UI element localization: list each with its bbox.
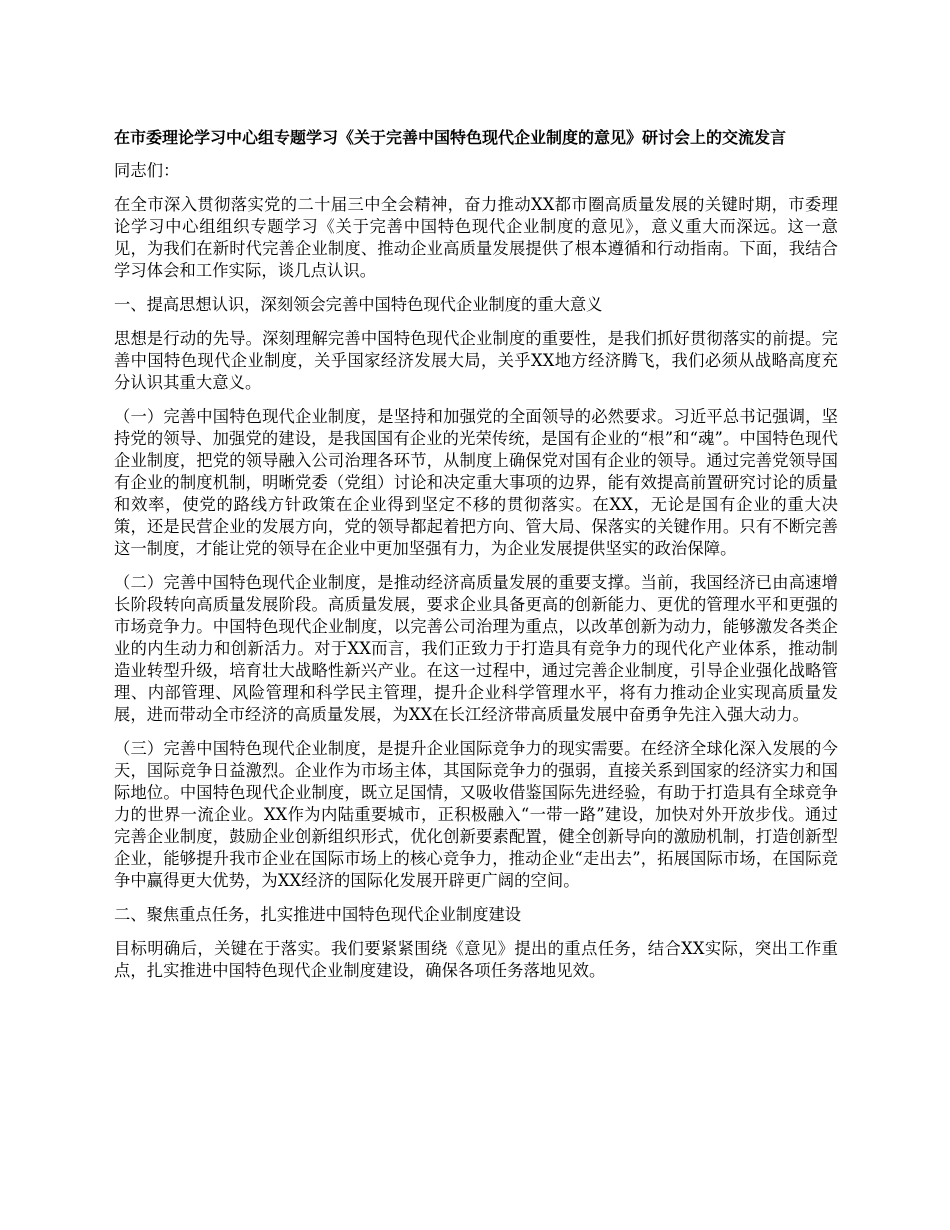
body-paragraph: （三）完善中国特色现代企业制度，是提升企业国际竞争力的现实需要。在经济全球化深入发展的今天，国际竞争日益激烈。企业作为市场主体，其国际竞争力的强弱，直接关系到国家的经济实力和国际地位。中国特色现代企业制度，既立足国情，又吸收借鉴国际先进经验，有助于打造具有全球竞争力的世界一流企业。XX作为内陆重要城市，正积极融入“一带一路”建设，加快对外开放步伐。通过完善企业制度，鼓励企业创新组织形式，优化创新要素配置，健全创新导向的激励机制，打造创新型企业，能够提升我市企业在国际市场上的核心竞争力，推动企业“走出去”，拓展国际市场，在国际竞争中赢得更大优势，为XX经济的国际化发展开辟更广阔的空间。 — [114, 739, 838, 890]
greeting: 同志们： — [114, 161, 180, 180]
section-heading: 一、提高思想认识，深刻领会完善中国特色现代企业制度的重大意义 — [114, 295, 603, 314]
body-paragraph: （一）完善中国特色现代企业制度，是坚持和加强党的全面领导的必然要求。习近平总书记强调，坚持党的领导、加强党的建设，是我国国有企业的光荣传统，是国有企业的“根”和“魂”。中国特色现代企业制度，把党的领导融入公司治理各环节，从制度上确保党对国有企业的领导。通过完善党领导国有企业的制度机制，明晰党委（党组）讨论和决定重大事项的边界，能有效提高前置研究讨论的质量和效率，使党的路线方针政策在企业得到坚定不移的贯彻落实。在XX，无论是国有企业的重大决策，还是民营企业的发展方向，党的领导都起着把方向、管大局、保落实的关键作用。只有不断完善这一制度，才能让党的领导在企业中更加坚强有力，为企业发展提供坚实的政治保障。 — [114, 407, 838, 558]
body-paragraph: （二）完善中国特色现代企业制度，是推动经济高质量发展的重要支撑。当前，我国经济已由高速增长阶段转向高质量发展阶段。高质量发展，要求企业具备更高的创新能力、更优的管理水平和更强的市场竞争力。中国特色现代企业制度，以完善公司治理为重点，以改革创新为动力，能够激发各类企业的内生动力和创新活力。对于XX而言，我们正致力于打造具有竞争力的现代化产业体系，推动制造业转型升级，培育壮大战略性新兴产业。在这一过程中，通过完善企业制度，引导企业强化战略管理、内部管理、风险管理和科学民主管理，提升企业科学管理水平，将有力推动企业实现高质量发展，进而带动全市经济的高质量发展，为XX在长江经济带高质量发展中奋勇争先注入强大动力。 — [114, 573, 838, 724]
body-paragraph: 目标明确后，关键在于落实。我们要紧紧围绕《意见》提出的重点任务，结合XX实际，突出工作重点，扎实推进中国特色现代企业制度建设，确保各项任务落地见效。 — [114, 939, 838, 980]
intro-paragraph: 在全市深入贯彻落实党的二十届三中全会精神，奋力推动XX都市圈高质量发展的关键时期，市委理论学习中心组组织专题学习《关于完善中国特色现代企业制度的意见》，意义重大而深远。这一意见，为我们在新时代完善企业制度、推动企业高质量发展提供了根本遵循和行动指南。下面，我结合学习体会和工作实际，谈几点认识。 — [114, 195, 838, 280]
section-2 — [114, 904, 838, 982]
section-1 — [114, 294, 838, 892]
body-paragraph: 思想是行动的先导。深刻理解完善中国特色现代企业制度的重要性，是我们抓好贯彻落实的前提。完善中国特色现代企业制度，关乎国家经济发展大局，关乎XX地方经济腾飞，我们必须从战略高度充分认识其重大意义。 — [114, 329, 838, 392]
document-page — [114, 128, 838, 994]
document-title: 在市委理论学习中心组专题学习《关于完善中国特色现代企业制度的意见》研讨会上的交流发言 — [114, 128, 787, 147]
section-heading: 二、聚焦重点任务，扎实推进中国特色现代企业制度建设 — [114, 905, 522, 924]
